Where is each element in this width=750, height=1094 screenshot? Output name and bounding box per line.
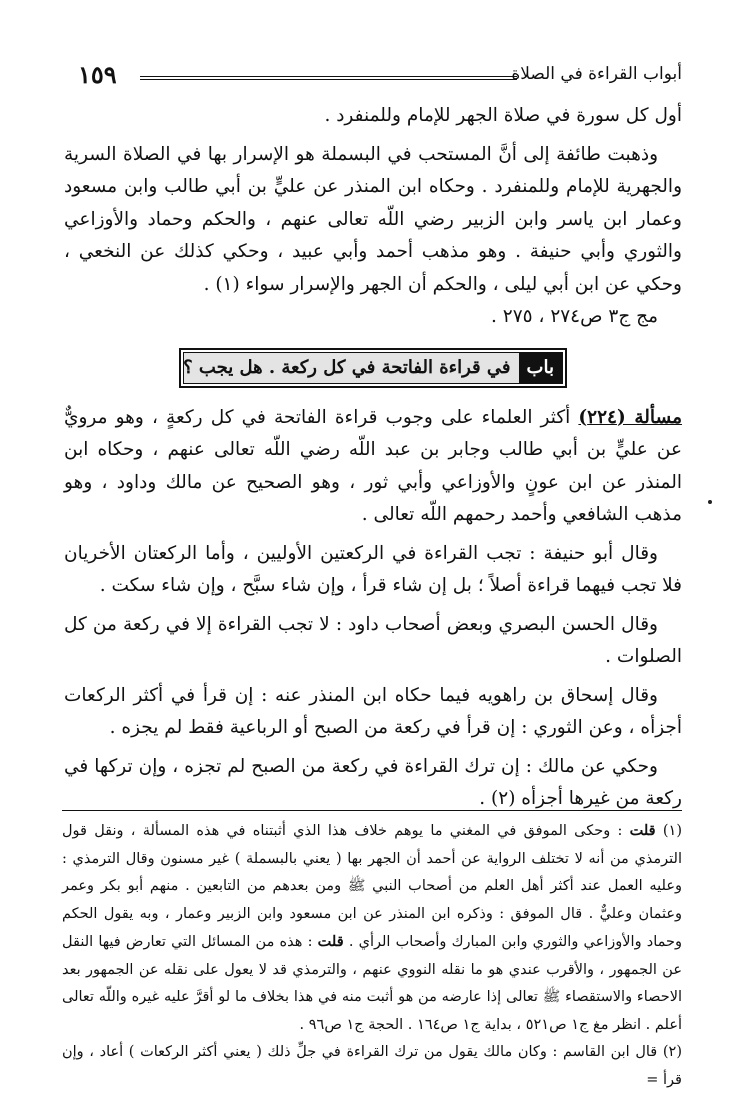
footnote-2-marker: (٢) (662, 1044, 682, 1060)
paragraph-malik: وحكي عن مالك : إن ترك القراءة في ركعة من الصبح لم تجزه ، وإن تركها في ركعة من غيرها أجزأه (٢) . (64, 755, 682, 809)
masala-text: أكثر العلماء على وجوب قراءة الفاتحة في كل ركعةٍ ، وهو مرويٌّ عن عليٍّ بن أبي طالب وجابر بن عبد اللّه رضي اللّه تعالى عنهم ، وحكاه ابن المنذر عن ابن عونٍ والأوزاعي وأبي ثور ، وهو الصحيح عن مالك وداود ، وهو مذهب الشافعي وأحمد رحمهم اللّه تعالى . (64, 406, 682, 525)
intro-line: أول كل سورة في صلاة الجهر للإمام وللمنفرد . (324, 105, 682, 126)
chapter-label: باب (519, 353, 562, 383)
footnote-2 (62, 1039, 682, 1094)
running-title: أبواب القراءة في الصلاة (511, 64, 682, 84)
source-reference: مج ج٣ ص٢٧٤ ، ٢٧٥ . (491, 306, 658, 327)
masala-paragraph (64, 402, 682, 532)
footnote-1-text-2: : هذه من المسائل التي تعارض فيها النقل عن الجمهور ، والأقرب عندي هو ما نقله النووي عنهم ، والترمذي قد لا يعول على نقله عن الجمهور بعد الاحصاء والاستقصاء ﷺ تعالى إذا عارضه من هو أثبت منه في هذا بخلاف ما لو أقرَّ عليه غيره واللّه تعالى أعلم . انظر مغ ج١ ص٥٢١ ، بداية ج١ ص١٦٤ . الحجة ج١ ص٩٦ . (62, 934, 682, 1033)
margin-dot (708, 500, 712, 504)
footnote-1-text: : وحكى الموفق في المغني ما يوهم خلاف هذا الذي أثبتناه في هذه المسألة ، ونقل قول الترمذي من أنه لا تختلف الرواية عن أحمد أن الجهر بها ( يعني بالبسملة ) غير مسنون وقال الترمذي : وعليه العمل عند أكثر أهل العلم من أصحاب النبي ﷺ ومن بعدهم من التابعين . منهم أبو بكر وعمر وعثمان وعليٌّ . قال الموفق : وذكره ابن المنذر عن ابن مسعود وابن الزبير وعمار ، وبه يقول الحكم وحماد والأوزاعي والثوري وابن المبارك وأصحاب الرأي . (62, 823, 682, 950)
footnote-1 (62, 817, 682, 1039)
chapter-title: في قراءة الفاتحة في كل ركعة . هل يجب ؟ (183, 357, 511, 378)
masala-label: مسألة (٢٢٤) (578, 406, 682, 428)
footnotes (62, 810, 682, 1094)
intro-paragraph: وذهبت طائفة إلى أنَّ المستحب في البسملة هو الإسرار بها في الصلاة السرية والجهرية للإمام وللمنفرد . وحكاه ابن المنذر عن عليٍّ بن أبي طالب وابن مسعود وعمار ابن ياسر وابن الزبير رضي اللّه تعالى عنهم ، والحكم وحماد والأوزاعي والثوري وأبي حنيفة . وهو مذهب أحمد وأبي عبيد ، وحكي كذلك عن النخعي ، وحكي عن ابن أبي ليلى ، والحكم أن الجهر والإسرار سواء (١) . (64, 143, 682, 295)
paragraph-abu-hanifa: وقال أبو حنيفة : تجب القراءة في الركعتين الأوليين ، وأما الركعتان الأخريان فلا تجب فيهما قراءة أصلاً ؛ بل إن شاء قرأ ، وإن شاء سبَّح ، وإن شاء سكت . (64, 542, 682, 596)
paragraph-ishaq: وقال إسحاق بن راهويه فيما حكاه ابن المنذر عنه : إن قرأ في أكثر الركعات أجزأه ، وعن الثوري : إن قرأ في ركعة من الصبح أو الرباعية فقط لم يجزه . (64, 684, 682, 738)
page-header (78, 62, 682, 92)
footnote-1-label: قلت (629, 822, 656, 839)
paragraph-hasan: وقال الحسن البصري وبعض أصحاب داود : لا تجب القراءة إلا في ركعة من كل الصلوات . (64, 613, 682, 667)
page-number: ١٥٩ (78, 60, 117, 89)
footnote-2-text: قال ابن القاسم : وكان مالك يقول من ترك القراءة في جلِّ ذلك ( يعني أكثر الركعات ) أعاد ، وإن قرأ = (62, 1044, 682, 1088)
header-rule (140, 76, 517, 80)
footnote-separator (62, 810, 682, 811)
footnote-1-label-2: قلت (317, 933, 344, 950)
main-text (64, 100, 682, 816)
chapter-heading (179, 348, 567, 388)
footnote-1-marker: (١) (662, 823, 682, 839)
